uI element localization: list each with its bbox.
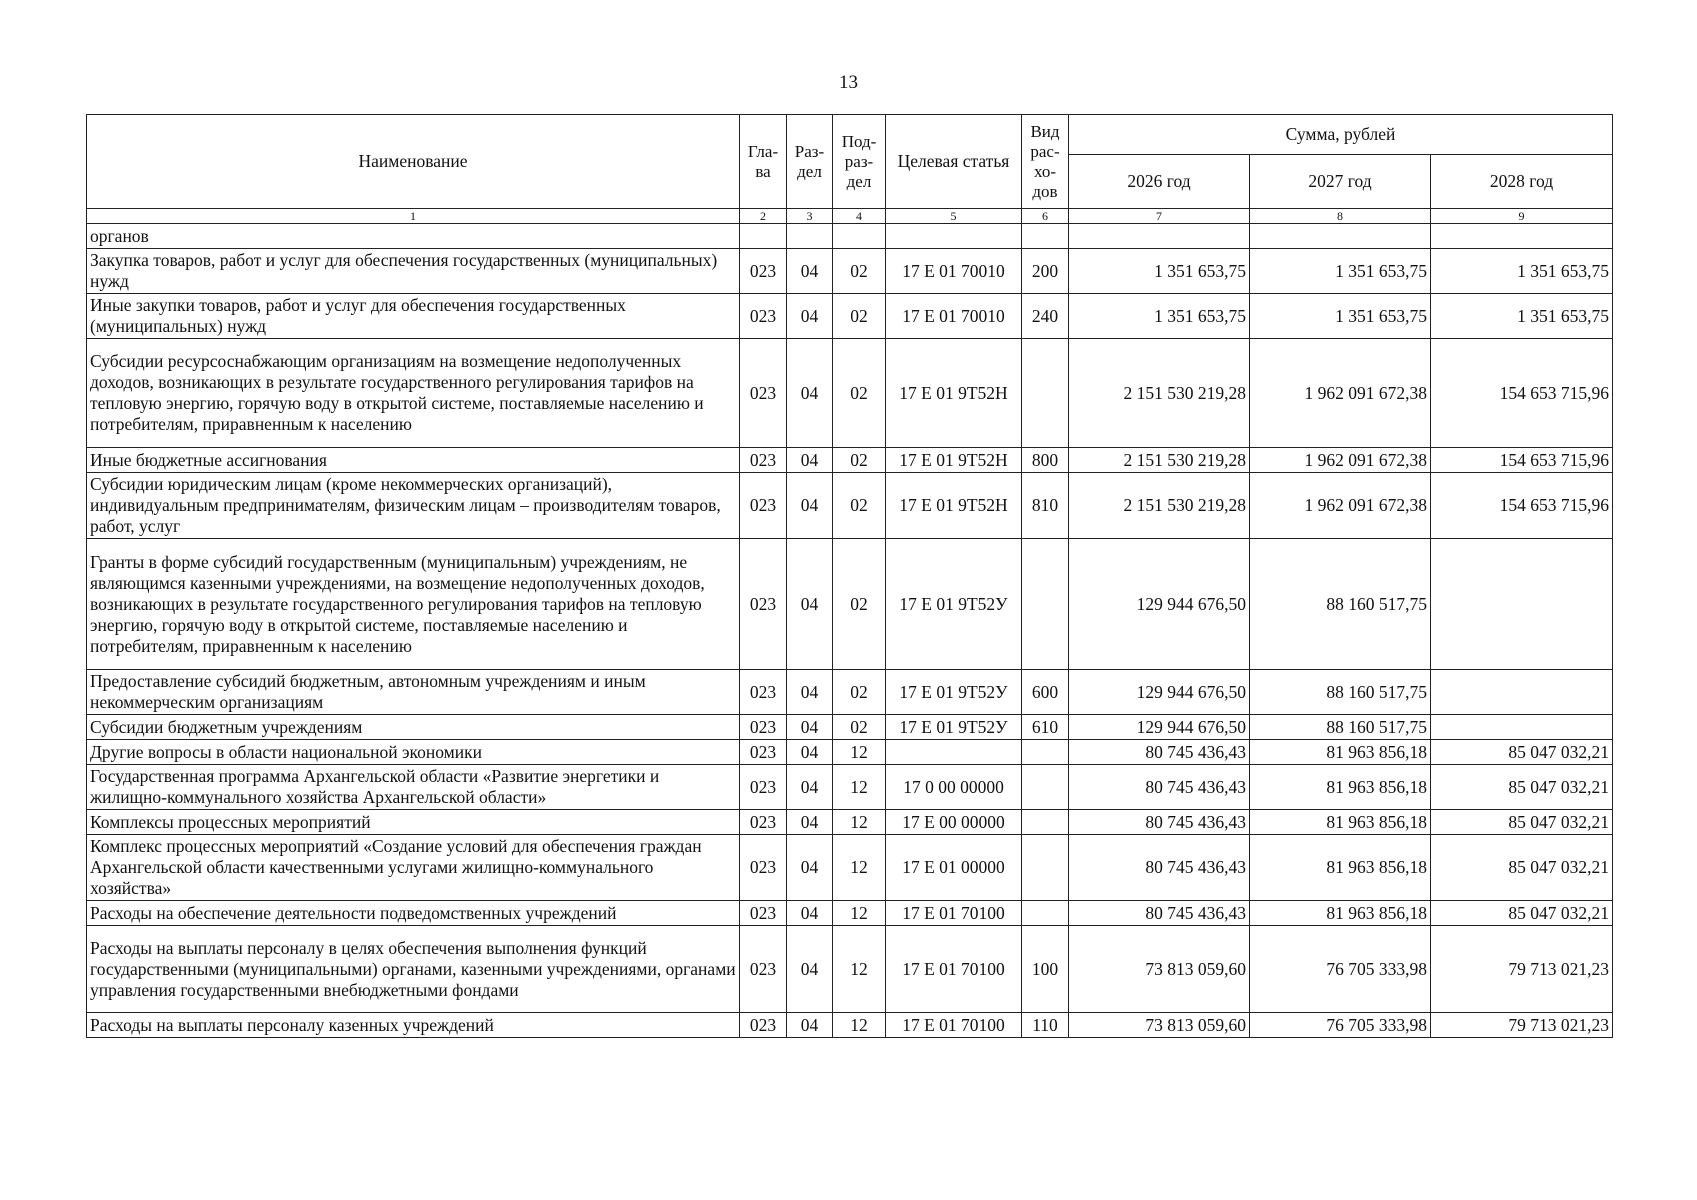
row-name: Комплекс процессных мероприятий «Создание условий для обеспечения граждан Архангельской области качественными услугами жилищно-коммунального хозяйства» — [87, 835, 740, 901]
row-sum-2026: 2 151 530 219,28 — [1069, 473, 1250, 539]
header-year-2027: 2027 год — [1250, 155, 1431, 209]
table-body — [87, 224, 1613, 1038]
table-row — [87, 901, 1613, 926]
row-podrazdel: 02 — [833, 473, 886, 539]
row-target-article — [886, 740, 1022, 765]
row-target-article: 17 Е 01 70100 — [886, 1013, 1022, 1038]
row-sum-2026: 73 813 059,60 — [1069, 1013, 1250, 1038]
row-name: Иные бюджетные ассигнования — [87, 448, 740, 473]
row-name: Расходы на выплаты персоналу казенных учреждений — [87, 1013, 740, 1038]
row-podrazdel: 12 — [833, 901, 886, 926]
table-row — [87, 249, 1613, 294]
row-razdel: 04 — [787, 835, 833, 901]
row-sum-2026 — [1069, 224, 1250, 249]
row-expense-type — [1022, 539, 1069, 670]
row-expense-type — [1022, 339, 1069, 448]
row-expense-type: 800 — [1022, 448, 1069, 473]
row-sum-2028: 85 047 032,21 — [1431, 740, 1613, 765]
row-glava: 023 — [740, 539, 787, 670]
row-name: Закупка товаров, работ и услуг для обеспечения государственных (муниципальных) нужд — [87, 249, 740, 294]
table-row — [87, 765, 1613, 810]
row-podrazdel: 02 — [833, 339, 886, 448]
row-razdel: 04 — [787, 765, 833, 810]
header-target: Целевая статья — [886, 115, 1022, 209]
column-number: 4 — [833, 209, 886, 224]
row-sum-2027: 1 351 653,75 — [1250, 249, 1431, 294]
row-target-article: 17 Е 01 9Т52Н — [886, 339, 1022, 448]
row-glava: 023 — [740, 765, 787, 810]
row-target-article: 17 Е 01 70010 — [886, 294, 1022, 339]
table-row — [87, 339, 1613, 448]
row-name: Комплексы процессных мероприятий — [87, 810, 740, 835]
row-razdel: 04 — [787, 249, 833, 294]
row-name: Расходы на выплаты персоналу в целях обеспечения выполнения функций государственными (муниципальными) органами, казенными учреждениями, органами управления государственными внебюджетными фондами — [87, 926, 740, 1013]
row-sum-2026: 2 151 530 219,28 — [1069, 339, 1250, 448]
row-podrazdel: 12 — [833, 1013, 886, 1038]
row-sum-2028: 85 047 032,21 — [1431, 810, 1613, 835]
header-year-2026: 2026 год — [1069, 155, 1250, 209]
header-sum: Сумма, рублей — [1069, 115, 1613, 155]
row-sum-2026: 129 944 676,50 — [1069, 670, 1250, 715]
row-podrazdel: 12 — [833, 926, 886, 1013]
header-year-2028: 2028 год — [1431, 155, 1613, 209]
row-glava: 023 — [740, 926, 787, 1013]
column-number: 2 — [740, 209, 787, 224]
row-name: Гранты в форме субсидий государственным (муниципальным) учреждениям, не являющимся казенными учреждениями, на возмещение недополученных доходов, возникающих в результате государственного регулирования тарифов на тепловую энергию, горячую воду в открытой системе, поставляемые населению и потребителям, приравненным к населению — [87, 539, 740, 670]
row-sum-2027: 88 160 517,75 — [1250, 715, 1431, 740]
row-podrazdel: 02 — [833, 670, 886, 715]
row-target-article: 17 Е 01 9Т52Н — [886, 448, 1022, 473]
row-expense-type: 110 — [1022, 1013, 1069, 1038]
row-sum-2028: 79 713 021,23 — [1431, 1013, 1613, 1038]
row-target-article: 17 0 00 00000 — [886, 765, 1022, 810]
row-name: Расходы на обеспечение деятельности подведомственных учреждений — [87, 901, 740, 926]
row-target-article: 17 Е 01 9Т52У — [886, 715, 1022, 740]
row-expense-type: 600 — [1022, 670, 1069, 715]
table-row — [87, 539, 1613, 670]
row-expense-type: 100 — [1022, 926, 1069, 1013]
row-target-article: 17 Е 01 70010 — [886, 249, 1022, 294]
row-sum-2027: 88 160 517,75 — [1250, 539, 1431, 670]
row-target-article: 17 Е 01 00000 — [886, 835, 1022, 901]
header-razdel: Раз-дел — [787, 115, 833, 209]
row-sum-2026: 80 745 436,43 — [1069, 835, 1250, 901]
row-glava: 023 — [740, 339, 787, 448]
row-sum-2027: 1 962 091 672,38 — [1250, 473, 1431, 539]
table-row — [87, 926, 1613, 1013]
row-expense-type — [1022, 224, 1069, 249]
row-podrazdel: 12 — [833, 835, 886, 901]
row-razdel: 04 — [787, 339, 833, 448]
row-sum-2028 — [1431, 715, 1613, 740]
row-razdel: 04 — [787, 740, 833, 765]
row-sum-2027: 81 963 856,18 — [1250, 740, 1431, 765]
column-number: 1 — [87, 209, 740, 224]
row-target-article: 17 Е 01 9Т52У — [886, 670, 1022, 715]
row-sum-2028: 85 047 032,21 — [1431, 835, 1613, 901]
row-sum-2027: 76 705 333,98 — [1250, 1013, 1431, 1038]
row-sum-2026: 1 351 653,75 — [1069, 249, 1250, 294]
table-row — [87, 835, 1613, 901]
row-podrazdel: 02 — [833, 249, 886, 294]
column-number: 7 — [1069, 209, 1250, 224]
row-name: Субсидии ресурсоснабжающим организациям на возмещение недополученных доходов, возникающих в результате государственного регулирования тарифов на тепловую энергию, горячую воду в открытой системе, поставляемые населению и потребителям, приравненным к населению — [87, 339, 740, 448]
row-sum-2027: 81 963 856,18 — [1250, 810, 1431, 835]
table-row — [87, 448, 1613, 473]
row-sum-2026: 80 745 436,43 — [1069, 765, 1250, 810]
row-target-article: 17 Е 01 70100 — [886, 901, 1022, 926]
row-glava: 023 — [740, 810, 787, 835]
row-sum-2026: 73 813 059,60 — [1069, 926, 1250, 1013]
header-podrazdel: Под-раз-дел — [833, 115, 886, 209]
row-sum-2028 — [1431, 539, 1613, 670]
row-podrazdel: 02 — [833, 448, 886, 473]
row-name: Субсидии юридическим лицам (кроме некоммерческих организаций), индивидуальным предпринимателям, физическим лицам – производителям товаров, работ, услуг — [87, 473, 740, 539]
row-expense-type — [1022, 901, 1069, 926]
row-razdel: 04 — [787, 1013, 833, 1038]
row-expense-type — [1022, 810, 1069, 835]
row-sum-2026: 80 745 436,43 — [1069, 810, 1250, 835]
table-row — [87, 294, 1613, 339]
column-number: 3 — [787, 209, 833, 224]
table-row — [87, 740, 1613, 765]
row-sum-2028: 85 047 032,21 — [1431, 765, 1613, 810]
row-name: Субсидии бюджетным учреждениям — [87, 715, 740, 740]
row-sum-2027: 88 160 517,75 — [1250, 670, 1431, 715]
row-sum-2026: 2 151 530 219,28 — [1069, 448, 1250, 473]
row-glava: 023 — [740, 448, 787, 473]
row-podrazdel: 02 — [833, 715, 886, 740]
row-glava: 023 — [740, 473, 787, 539]
page-number: 13 — [839, 72, 858, 93]
column-number: 6 — [1022, 209, 1069, 224]
row-expense-type — [1022, 765, 1069, 810]
row-sum-2027: 1 962 091 672,38 — [1250, 448, 1431, 473]
header-name: Наименование — [87, 115, 740, 209]
row-name: Другие вопросы в области национальной экономики — [87, 740, 740, 765]
row-name: органов — [87, 224, 740, 249]
row-glava: 023 — [740, 1013, 787, 1038]
row-glava: 023 — [740, 835, 787, 901]
row-podrazdel: 02 — [833, 294, 886, 339]
row-expense-type: 810 — [1022, 473, 1069, 539]
row-sum-2027 — [1250, 224, 1431, 249]
row-razdel: 04 — [787, 670, 833, 715]
row-name: Иные закупки товаров, работ и услуг для обеспечения государственных (муниципальных) нужд — [87, 294, 740, 339]
row-glava: 023 — [740, 901, 787, 926]
row-razdel: 04 — [787, 448, 833, 473]
row-sum-2027: 1 351 653,75 — [1250, 294, 1431, 339]
row-glava: 023 — [740, 715, 787, 740]
table-row — [87, 473, 1613, 539]
row-sum-2028: 1 351 653,75 — [1431, 294, 1613, 339]
row-sum-2028 — [1431, 224, 1613, 249]
table-row — [87, 810, 1613, 835]
row-expense-type: 200 — [1022, 249, 1069, 294]
row-podrazdel: 12 — [833, 810, 886, 835]
row-glava: 023 — [740, 294, 787, 339]
row-razdel — [787, 224, 833, 249]
row-name: Предоставление субсидий бюджетным, автономным учреждениям и иным некоммерческим организациям — [87, 670, 740, 715]
row-expense-type: 240 — [1022, 294, 1069, 339]
row-sum-2028: 154 653 715,96 — [1431, 339, 1613, 448]
table-header — [87, 115, 1613, 224]
row-sum-2026: 80 745 436,43 — [1069, 901, 1250, 926]
row-expense-type: 610 — [1022, 715, 1069, 740]
header-vid: Вид рас-хо-дов — [1022, 115, 1069, 209]
table-row — [87, 715, 1613, 740]
row-sum-2027: 81 963 856,18 — [1250, 901, 1431, 926]
row-sum-2026: 129 944 676,50 — [1069, 715, 1250, 740]
column-number: 8 — [1250, 209, 1431, 224]
row-sum-2027: 81 963 856,18 — [1250, 765, 1431, 810]
budget-table — [86, 114, 1613, 1038]
column-numbers-row — [87, 209, 1613, 224]
row-sum-2028: 154 653 715,96 — [1431, 473, 1613, 539]
column-number: 9 — [1431, 209, 1613, 224]
row-expense-type — [1022, 740, 1069, 765]
row-target-article: 17 Е 01 9Т52У — [886, 539, 1022, 670]
column-number: 5 — [886, 209, 1022, 224]
row-glava: 023 — [740, 740, 787, 765]
row-sum-2028: 154 653 715,96 — [1431, 448, 1613, 473]
row-expense-type — [1022, 835, 1069, 901]
row-podrazdel — [833, 224, 886, 249]
row-sum-2028 — [1431, 670, 1613, 715]
row-glava: 023 — [740, 670, 787, 715]
row-sum-2026: 1 351 653,75 — [1069, 294, 1250, 339]
row-sum-2027: 1 962 091 672,38 — [1250, 339, 1431, 448]
row-sum-2028: 85 047 032,21 — [1431, 901, 1613, 926]
row-sum-2028: 1 351 653,75 — [1431, 249, 1613, 294]
row-razdel: 04 — [787, 926, 833, 1013]
row-podrazdel: 02 — [833, 539, 886, 670]
row-razdel: 04 — [787, 539, 833, 670]
row-sum-2027: 81 963 856,18 — [1250, 835, 1431, 901]
row-razdel: 04 — [787, 715, 833, 740]
table-row — [87, 224, 1613, 249]
row-glava: 023 — [740, 249, 787, 294]
row-sum-2028: 79 713 021,23 — [1431, 926, 1613, 1013]
row-razdel: 04 — [787, 901, 833, 926]
table-row — [87, 670, 1613, 715]
row-sum-2026: 80 745 436,43 — [1069, 740, 1250, 765]
row-sum-2026: 129 944 676,50 — [1069, 539, 1250, 670]
row-podrazdel: 12 — [833, 740, 886, 765]
row-razdel: 04 — [787, 294, 833, 339]
row-glava — [740, 224, 787, 249]
row-razdel: 04 — [787, 473, 833, 539]
row-target-article: 17 Е 01 9Т52Н — [886, 473, 1022, 539]
row-podrazdel: 12 — [833, 765, 886, 810]
row-target-article — [886, 224, 1022, 249]
row-razdel: 04 — [787, 810, 833, 835]
table-row — [87, 1013, 1613, 1038]
row-target-article: 17 Е 00 00000 — [886, 810, 1022, 835]
header-glava: Гла-ва — [740, 115, 787, 209]
row-target-article: 17 Е 01 70100 — [886, 926, 1022, 1013]
row-name: Государственная программа Архангельской области «Развитие энергетики и жилищно-коммунального хозяйства Архангельской области» — [87, 765, 740, 810]
row-sum-2027: 76 705 333,98 — [1250, 926, 1431, 1013]
